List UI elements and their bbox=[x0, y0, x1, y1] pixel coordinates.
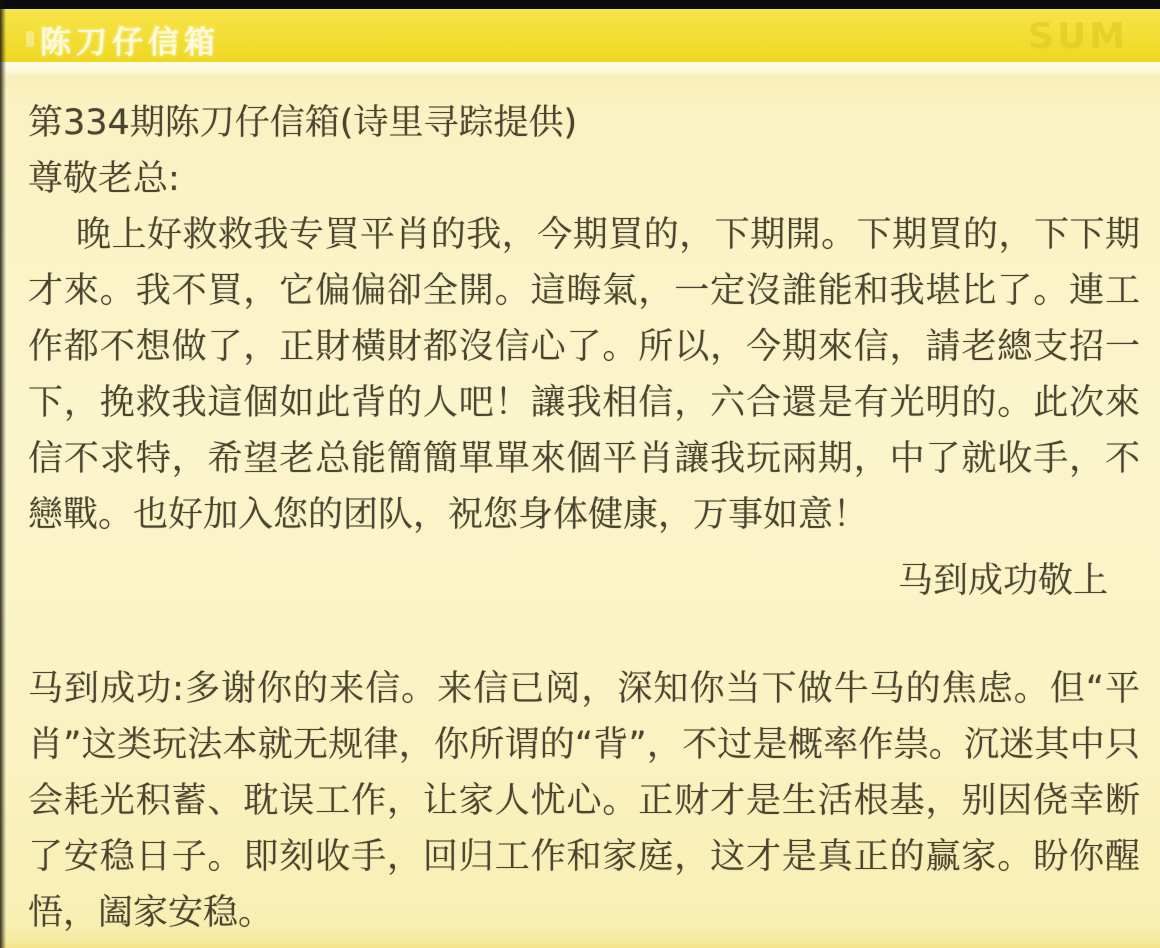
salutation: 尊敬老总: bbox=[28, 159, 180, 199]
issue-title: 第334期陈刀仔信箱(诗里寻踪提供) bbox=[28, 103, 578, 143]
letter-content bbox=[0, 75, 1160, 941]
header-divider bbox=[0, 62, 1160, 75]
reply-text: 马到成功:多谢你的来信。来信已阅，深知你当下做牛马的焦虑。但“平肖”这类玩法本就无规律，你所谓的“背”，不过是概率作祟。沉迷其中只会耗光积蓄、耽误工作，让家人忧心。正财才是生活根基，别因侥幸断了安稳日子。即刻收手，回归工作和家庭，这才是真正的赢家。盼你醒悟，阖家安稳。 bbox=[28, 669, 1140, 933]
letter-body-text: 晚上好救救我专買平肖的我，今期買的，下期開。下期買的，下下期才來。我不買，它偏偏卻全開。這晦氣，一定沒誰能和我堪比了。連工作都不想做了，正財橫財都沒信心了。所以，今期來信，請老總支招一下，挽救我這個如此背的人吧！讓我相信，六合還是有光明的。此次來信不求特，希望老总能簡簡單單來個平肖讓我玩兩期，中了就收手，不戀戰。也好加入您的团队，祝您身体健康，万事如意！ bbox=[28, 215, 1140, 535]
top-black-bar bbox=[0, 0, 1160, 9]
bottom-strip bbox=[0, 940, 1160, 948]
watermark-text: SUM bbox=[1028, 16, 1128, 57]
mailbox-icon bbox=[26, 31, 34, 47]
page-title: 陈刀仔信箱 bbox=[40, 25, 220, 61]
signature: 马到成功敬上 bbox=[897, 561, 1108, 601]
header-bar bbox=[0, 9, 1160, 62]
